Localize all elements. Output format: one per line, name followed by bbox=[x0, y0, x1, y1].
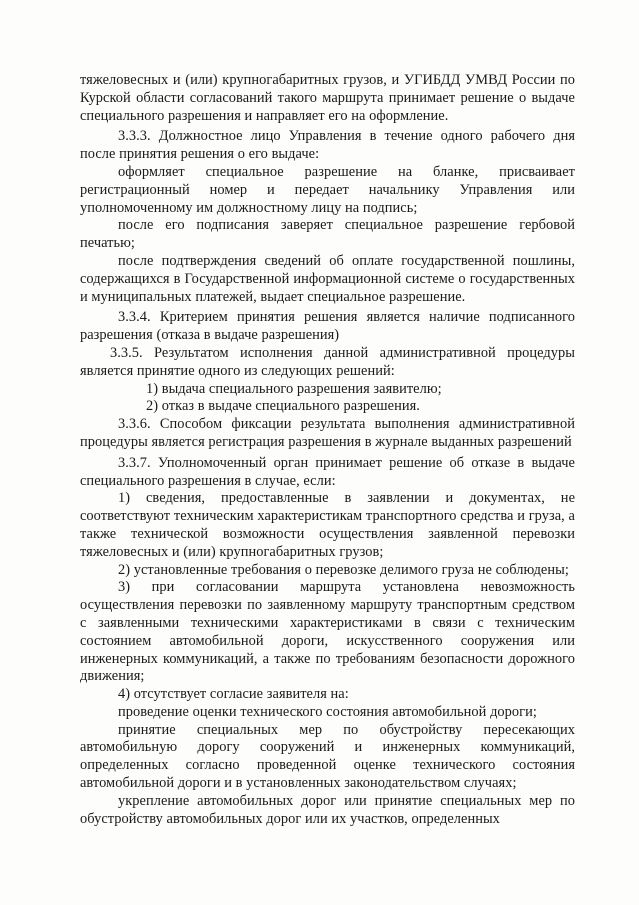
paragraph-3-3-3: 3.3.3. Должностное лицо Управления в течение одного рабочего дня после принятия решения о его выдаче: bbox=[80, 128, 575, 163]
paragraph-seal: после его подписания заверяет специальное разрешение гербовой печатью; bbox=[80, 217, 575, 252]
paragraph-3-3-4: 3.3.4. Критерием принятия решения является наличие подписанного разрешения (отказа в выдаче разрешения) bbox=[80, 309, 575, 344]
paragraph-3-3-6: 3.3.6. Способом фиксации результата выполнения административной процедуры является регистрация разрешения в журнале выданных разрешений bbox=[80, 416, 575, 450]
list-item-reason-2: 2) установленные требования о перевозке делимого груза не соблюдены; bbox=[118, 561, 569, 578]
document-body bbox=[80, 72, 575, 828]
paragraph-3-3-7: 3.3.7. Уполномоченный орган принимает решение об отказе в выдаче специального разрешения в случае, если: bbox=[80, 454, 575, 489]
sub-item-reinforcement: укрепление автомобильных дорог или принятие специальных мер по обустройству автомобильных дорог или их участков, определенных bbox=[80, 792, 575, 827]
paragraph-fee-confirmation: после подтверждения сведений об оплате государственной пошлины, содержащихся в Государственной информационной системе о государственных и муниципальных платежей, выдает специальное разрешение. bbox=[80, 252, 575, 305]
list-item-reason-1: 1) сведения, предоставленные в заявлении и документах, не соответствуют техническим характеристикам транспортного средства и груза, а также технической возможности осуществления заявленной перевозки тяжеловесных и (или) крупногабаритных грузов; bbox=[80, 490, 575, 560]
list-item-issue: 1) выдача специального разрешения заявителю; bbox=[146, 380, 442, 397]
paragraph-continuation: тяжеловесных и (или) крупногабаритных грузов, и УГИБДД УМВД России по Курской области согласований такого маршрута принимает решение о выдаче специального разрешения и направляет его на оформление. bbox=[80, 72, 575, 124]
list-item-refusal: 2) отказ в выдаче специального разрешения. bbox=[146, 398, 420, 415]
sub-item-assessment: проведение оценки технического состояния автомобильной дороги; bbox=[118, 703, 537, 720]
sub-item-special-measures: принятие специальных мер по обустройству пересекающих автомобильную дорогу сооружений и инженерных коммуникаций, определенных согласно проведенной оценке технического состояния автомобильной дороги и в установленных законодательством случаях; bbox=[80, 721, 575, 792]
paragraph-issue-form: оформляет специальное разрешение на бланке, присваивает регистрационный номер и передает начальнику Управления или уполномоченному им должностному лицу на подпись; bbox=[80, 163, 575, 216]
list-item-reason-4: 4) отсутствует согласие заявителя на: bbox=[118, 686, 349, 703]
list-item-reason-3: 3) при согласовании маршрута установлена невозможность осуществления перевозки по заявленному маршруту транспортным средством с заявленными техническими характеристиками в связи с техническим состоянием автомобильной дороги, искусственного сооружения или инженерных коммуникаций, а также по требованиям безопасности дорожного движения; bbox=[80, 579, 575, 685]
paragraph-3-3-5: 3.3.5. Результатом исполнения данной административной процедуры является принятие одного из следующих решений: bbox=[80, 344, 575, 379]
